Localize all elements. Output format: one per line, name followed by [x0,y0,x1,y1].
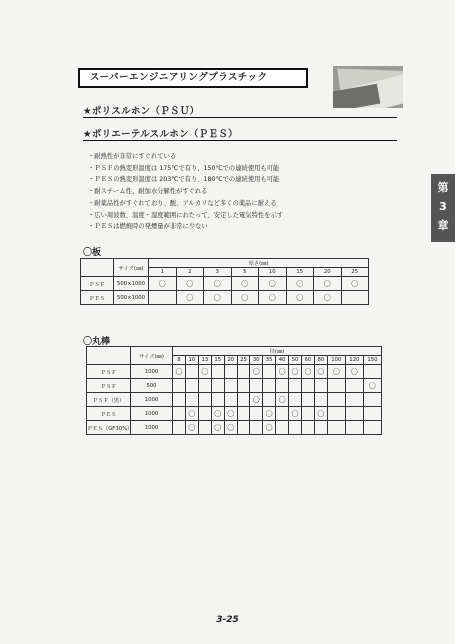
grade-cell: ＰＳＦ（黒） [87,393,131,407]
availability-cell: 〇 [250,393,263,407]
table-row [87,407,382,421]
availability-cell [198,393,211,407]
availability-cell [345,379,363,393]
corner-cell [81,259,114,277]
availability-cell: 〇 [149,277,177,291]
availability-cell [263,393,276,407]
list-item: ・ＰＥＳの熱変形温度は 203℃で有り、180℃での連続使用も可能 [88,176,280,184]
column-header: 30 [250,356,263,365]
availability-cell: 〇 [314,291,342,305]
feature-list [88,151,388,233]
list-item: ・広い周波数、温度・湿度範囲にわたって、安定した電気特性を示す [88,211,284,219]
availability-cell: 〇 [250,365,263,379]
availability-cell: 〇 [314,277,342,291]
grade-cell: ＰＳＦ [87,379,131,393]
availability-cell [314,421,327,435]
availability-cell [185,393,198,407]
size-header: サイズ(㎜) [131,347,173,365]
column-header: 120 [345,356,363,365]
availability-cell: 〇 [345,365,363,379]
corner-cell [87,347,131,365]
grade-cell: ＰＳＦ [87,365,131,379]
size-cell: 500 [131,379,173,393]
column-header: 100 [327,356,345,365]
availability-cell [263,365,276,379]
availability-cell: 〇 [185,421,198,435]
column-header: 1 [149,268,177,277]
availability-cell: 〇 [327,365,345,379]
availability-cell [345,421,363,435]
column-header: 3 [204,268,232,277]
availability-cell: 〇 [286,291,314,305]
availability-cell: 〇 [263,421,276,435]
column-header: 13 [198,356,211,365]
table-row [87,379,382,393]
availability-cell [363,407,381,421]
availability-cell: 〇 [259,277,287,291]
availability-cell [289,379,302,393]
divider [83,117,397,118]
table-row [81,277,369,291]
availability-cell [224,365,237,379]
availability-cell: 〇 [276,365,289,379]
table-row [87,365,382,379]
availability-cell: 〇 [341,277,369,291]
size-header: サイズ(㎜) [114,259,149,277]
table-row [87,421,382,435]
availability-cell [345,407,363,421]
column-header: 50 [289,356,302,365]
chapter-tab: 第 3 章 [431,174,455,242]
size-cell: 1000 [131,421,173,435]
column-header: 35 [263,356,276,365]
column-header: 40 [276,356,289,365]
availability-cell: 〇 [231,277,259,291]
table-row [81,291,369,305]
product-photo [333,66,403,108]
availability-cell: 〇 [286,277,314,291]
availability-cell: 〇 [231,291,259,305]
dimension-header: 径(㎜) [173,347,382,356]
size-cell: 500×1000 [114,277,149,291]
availability-cell: 〇 [314,407,327,421]
availability-cell [185,379,198,393]
availability-cell [211,365,224,379]
column-header: 20 [224,356,237,365]
availability-cell: 〇 [176,277,204,291]
availability-cell [301,421,314,435]
list-item: ・耐薬品性がすぐれており、酸、アルカリなど多くの薬品に耐える [88,199,277,207]
grade-cell: ＰＥＳ [81,291,114,305]
availability-cell [149,291,177,305]
divider [83,140,397,141]
availability-cell [198,379,211,393]
availability-cell [276,379,289,393]
availability-cell [224,393,237,407]
size-cell: 500×1000 [114,291,149,305]
section-pes-heading: ★ポリエーテルスルホン（ＰＥＳ） [83,129,238,140]
column-header: 60 [301,356,314,365]
column-header: 150 [363,356,381,365]
list-item: ・ＰＳＦの熱変形温度は 175℃で有り、150℃での連続使用も可能 [88,164,280,172]
availability-cell: 〇 [263,407,276,421]
availability-cell: 〇 [289,407,302,421]
availability-cell [173,393,186,407]
list-item: ・ＰＥＳは燃焼時の発煙量が非常に少ない [88,223,208,231]
availability-cell: 〇 [314,365,327,379]
list-item: ・耐スチーム性、耐加水分解性がすぐれる [88,188,208,196]
availability-cell [327,393,345,407]
availability-cell: 〇 [204,291,232,305]
availability-cell [276,421,289,435]
availability-cell [341,291,369,305]
availability-cell [185,365,198,379]
availability-cell [301,407,314,421]
availability-cell: 〇 [301,365,314,379]
dimension-header: 厚さ(㎜) [149,259,369,268]
availability-cell [173,379,186,393]
availability-cell [198,407,211,421]
availability-cell [276,407,289,421]
availability-cell [237,379,250,393]
plate-table [80,258,369,305]
availability-cell: 〇 [259,291,287,305]
column-header: 10 [185,356,198,365]
column-header: 80 [314,356,327,365]
column-header: 20 [314,268,342,277]
availability-cell [363,421,381,435]
availability-cell [250,407,263,421]
column-header: 5 [231,268,259,277]
grade-cell: ＰＳＦ [81,277,114,291]
availability-cell [211,379,224,393]
availability-cell [237,421,250,435]
availability-cell: 〇 [363,379,381,393]
rod-heading: 〇丸棒 [83,337,111,347]
availability-cell: 〇 [185,407,198,421]
availability-cell: 〇 [224,407,237,421]
column-header: 25 [341,268,369,277]
column-header: 10 [259,268,287,277]
availability-cell [327,379,345,393]
availability-cell: 〇 [289,365,302,379]
availability-cell: 〇 [176,291,204,305]
availability-cell [363,365,381,379]
page-title: スーパーエンジニアリングプラスチック [78,68,308,88]
column-header: 2 [176,268,204,277]
availability-cell [250,379,263,393]
size-cell: 1000 [131,365,173,379]
section-psu-heading: ★ポリスルホン（ＰＳＵ） [83,106,200,117]
availability-cell: 〇 [173,365,186,379]
availability-cell [250,421,263,435]
rod-table [86,346,382,435]
plate-heading: 〇板 [83,248,102,258]
availability-cell [363,393,381,407]
availability-cell [237,365,250,379]
availability-cell: 〇 [224,421,237,435]
grade-cell: ＰＥＳ（GF30%） [87,421,131,435]
availability-cell [327,407,345,421]
availability-cell [198,421,211,435]
availability-cell: 〇 [204,277,232,291]
availability-cell [314,393,327,407]
availability-cell: 〇 [276,393,289,407]
availability-cell [263,379,276,393]
availability-cell [301,393,314,407]
page-number: 3-25 [216,615,239,625]
availability-cell [173,407,186,421]
availability-cell: 〇 [211,421,224,435]
size-cell: 1000 [131,393,173,407]
availability-cell [224,379,237,393]
size-cell: 1000 [131,407,173,421]
grade-cell: ＰＥＳ [87,407,131,421]
availability-cell: 〇 [198,365,211,379]
column-header: 8 [173,356,186,365]
column-header: 25 [237,356,250,365]
availability-cell [289,393,302,407]
availability-cell [211,393,224,407]
availability-cell [289,421,302,435]
availability-cell [327,421,345,435]
column-header: 15 [286,268,314,277]
availability-cell [314,379,327,393]
availability-cell [237,407,250,421]
column-header: 15 [211,356,224,365]
availability-cell [237,393,250,407]
availability-cell [301,379,314,393]
availability-cell [345,393,363,407]
list-item: ・耐熱性が非常にすぐれている [88,153,177,160]
availability-cell [173,421,186,435]
availability-cell: 〇 [211,407,224,421]
table-row [87,393,382,407]
